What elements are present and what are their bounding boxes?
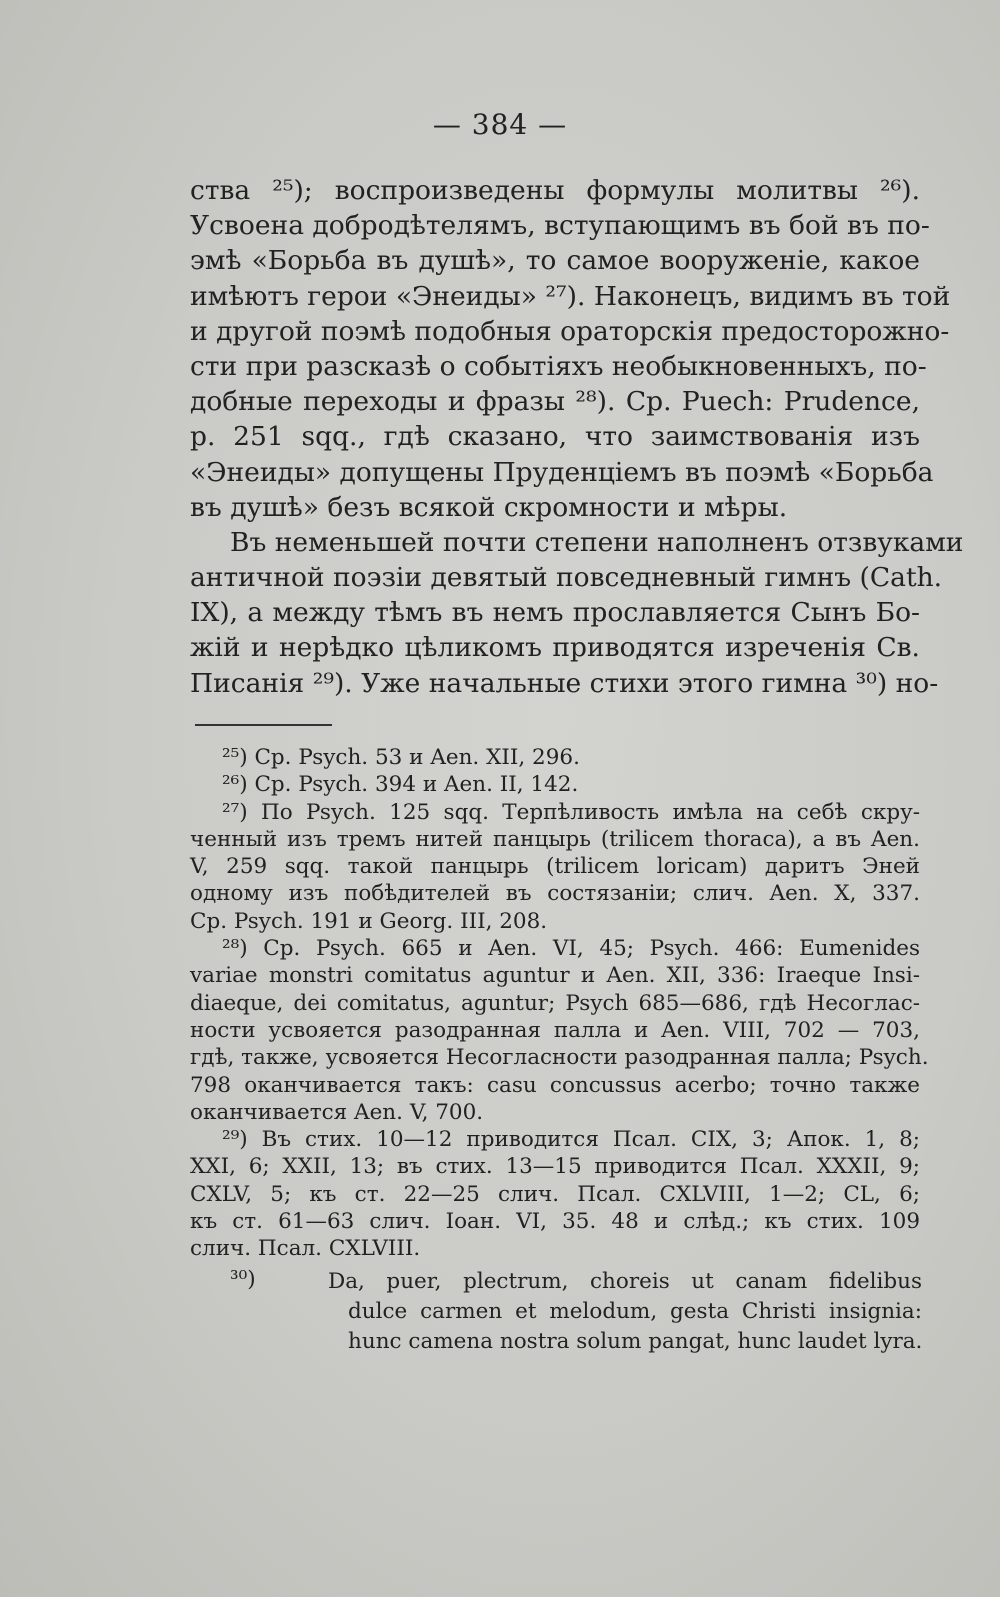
footnote-line: diaeque, dei comitatus, aguntur; Psych 685—686, гдѣ Несоглас- (190, 990, 920, 1016)
footnote-29: ²⁹) Въ стих. 10—12 приводится Псал. CIX, 3; Апок. 1, 8; (222, 1127, 920, 1153)
footnote-line: 798 оканчивается такъ: casu concussus acerbo; точно также (190, 1072, 920, 1098)
footnote-line: къ ст. 61—63 слич. Іоан. VI, 35. 48 и слѣд.; къ стих. 109 (190, 1209, 920, 1235)
footnote-number: ³⁰) (230, 1266, 256, 1292)
text-line: p. 251 sqq., гдѣ сказано, что заимствованія изъ (190, 421, 920, 453)
footnote-line: гдѣ, также, усвояется Несогласности разодранная палла; Psych. (190, 1045, 929, 1071)
footnote-line: одному изъ побѣдителей въ состязаніи; слич. Aen. X, 337. (190, 881, 920, 907)
footnote-line: ности усвояется разодранная палла и Aen. VIII, 702 — 703, (190, 1017, 920, 1043)
footnote-line: оканчивается Aen. V, 700. (190, 1099, 484, 1125)
page-number: — 384 — (432, 108, 568, 141)
verse-quote (328, 1267, 922, 1357)
footnote-line: variae monstri comitatus aguntur и Aen. XII, 336: Iraeque Insi- (190, 963, 920, 989)
footnote-line: Ср. Psych. 191 и Georg. III, 208. (190, 908, 548, 934)
text-line: Писанія ²⁹). Уже начальные стихи этого гимна ³⁰) но- (190, 667, 939, 699)
footnote-line: ченный изъ тремъ нитей панцырь (trilicem thoraca), а въ Aen. (190, 826, 920, 852)
text-line: эмѣ «Борьба въ душѣ», то самое вооруженіе, какое (190, 245, 920, 277)
text-line: античной поэзіи девятый повседневный гимнъ (Cath. (190, 562, 943, 594)
text-line: и другой поэмѣ подобныя ораторскія предосторожно- (190, 315, 950, 347)
text-line: IX), а между тѣмъ въ немъ прославляется Сынъ Бо- (190, 597, 920, 629)
footnote-28: ²⁸) Ср. Psych. 665 и Aen. VI, 45; Psych. 466: Eumenides (222, 936, 920, 962)
text-line: Въ неменьшей почти степени наполненъ отзвуками (230, 526, 964, 558)
footnote-line: слич. Псал. CXLVIII. (190, 1236, 421, 1262)
text-line: въ душѣ» безъ всякой скромности и мѣры. (190, 491, 788, 523)
text-line: жій и нерѣдко цѣликомъ приводятся изреченія Св. (190, 632, 920, 664)
footnote-line: CXLV, 5; къ ст. 22—25 слич. Псал. CXLVIII, 1—2; CL, 6; (190, 1181, 920, 1207)
footnote-30 (190, 1266, 923, 1357)
text-line: сти при разсказѣ о событіяхъ необыкновенныхъ, по- (190, 350, 927, 382)
text-line: «Энеиды» допущены Пруденціемъ въ поэмѣ «Борьба (190, 456, 934, 488)
verse-line: Da, puer, plectrum, choreis ut canam fidelibus (328, 1268, 922, 1294)
text-line: добные переходы и фразы ²⁸). Ср. Puech: Prudence, (190, 386, 920, 418)
footnote-26: ²⁶) Ср. Psych. 394 и Aen. II, 142. (222, 772, 579, 798)
footnote-25: ²⁵) Ср. Psych. 53 и Aen. XII, 296. (222, 745, 580, 770)
footnotes (190, 744, 929, 1357)
footnote-line: V, 259 sqq. такой панцырь (trilicem loricam) даритъ Эней (190, 854, 920, 880)
footnote-separator (195, 724, 332, 726)
text-line: имѣютъ герои «Энеиды» ²⁷). Наконецъ, видимъ въ той (190, 280, 951, 312)
verse-line: hunc camena nostra solum pangat, hunc laudet lyra. (348, 1328, 923, 1354)
footnote-27: ²⁷) По Psych. 125 sqq. Терпѣливость имѣла на себѣ скру- (222, 799, 920, 825)
footnote-line: XXI, 6; XXII, 13; въ стих. 13—15 приводится Псал. XXXII, 9; (190, 1154, 920, 1180)
main-text (190, 173, 964, 701)
text-line: ства ²⁵); воспроизведены формулы молитвы ²⁶). (190, 175, 920, 206)
text-line: Усвоена добродѣтелямъ, вступающимъ въ бой въ по- (190, 210, 930, 242)
verse-line: dulce carmen et melodum, gesta Christi insignia: (348, 1298, 922, 1324)
